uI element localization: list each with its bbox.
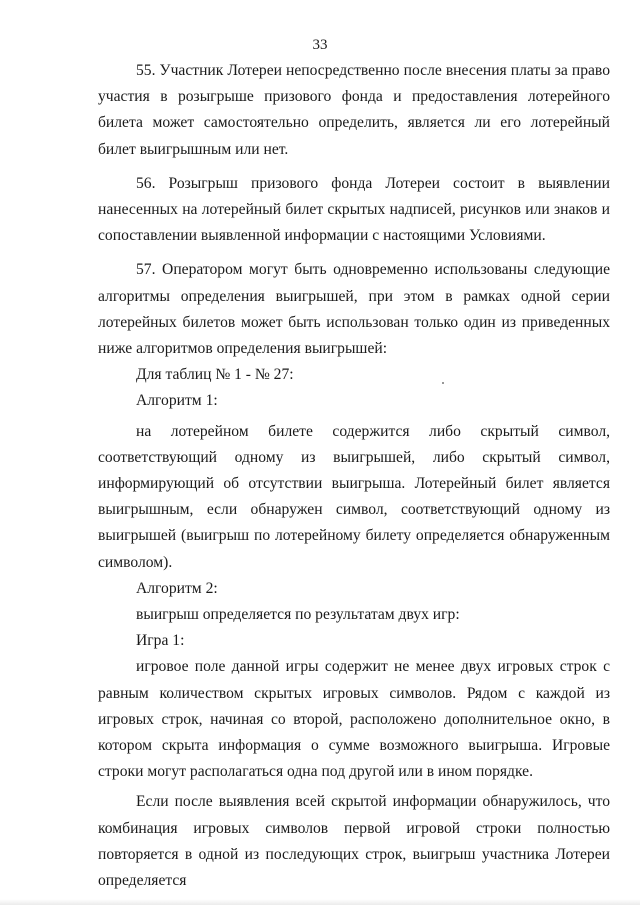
algorithm-1-text: на лотерейном билете содержится либо скрытый символ, соответствующий одному из выигрышей, либо скрытый символ, информирующий об отсутствии выигрыша. Лотерейный билет является выигрышным, если обнаружен символ, соответствующий одному из выигрышей (выигрыш по лотерейному билету определяется обнаруженным символом).: [98, 422, 610, 571]
paragraph-56: 56. Розыгрыш призового фонда Лотереи состоит в выявлении нанесенных на лотерейный билет скрытых надписей, рисунков или знаков и сопоставлении выявленной информации с настоящими Условиями.: [98, 174, 610, 245]
paragraph-57: 57. Оператором могут быть одновременно использованы следующие алгоритмы определения выигрышей, при этом в рамках одной серии лотерейных билетов может быть использован только один из приведенных ниже алгоритмов определения выигрышей:: [98, 261, 610, 358]
game-1-text: игровое поле данной игры содержит не менее двух игровых строк с равным количеством скрытых игровых символов. Рядом с каждой из игровых строк, начиная со второй, расположено дополнительное окно, в котором скрыта информация о сумме возможного выигрыша. Игровые строки могут располагаться одна под другой или в ином порядке.: [98, 658, 610, 781]
scan-speck: [442, 382, 444, 384]
game-1-heading: Игра 1:: [136, 632, 185, 650]
scan-shadow-edge: [0, 899, 640, 905]
algorithm-2-intro: выигрыш определяется по результатам двух игр:: [136, 606, 460, 624]
tables-heading: Для таблиц № 1 - № 27:: [136, 366, 294, 384]
matching-rule-text: Если после выявления всей скрытой информации обнаружилось, что комбинация игровых символов первой игровой строки полностью повторяется в одной из последующих строк, выигрыш участника Лотереи определяется: [98, 793, 610, 890]
paragraph-55: 55. Участник Лотереи непосредственно после внесения платы за право участия в розыгрыше призового фонда и предоставления лотерейного билета может самостоятельно определить, является ли его лотерейный билет выигрышным или нет.: [98, 62, 610, 158]
algorithm-1-heading: Алгоритм 1:: [136, 392, 218, 410]
page-number: 33: [312, 37, 328, 53]
document-body: [98, 58, 610, 894]
algorithm-2-heading: Алгоритм 2:: [136, 579, 218, 597]
